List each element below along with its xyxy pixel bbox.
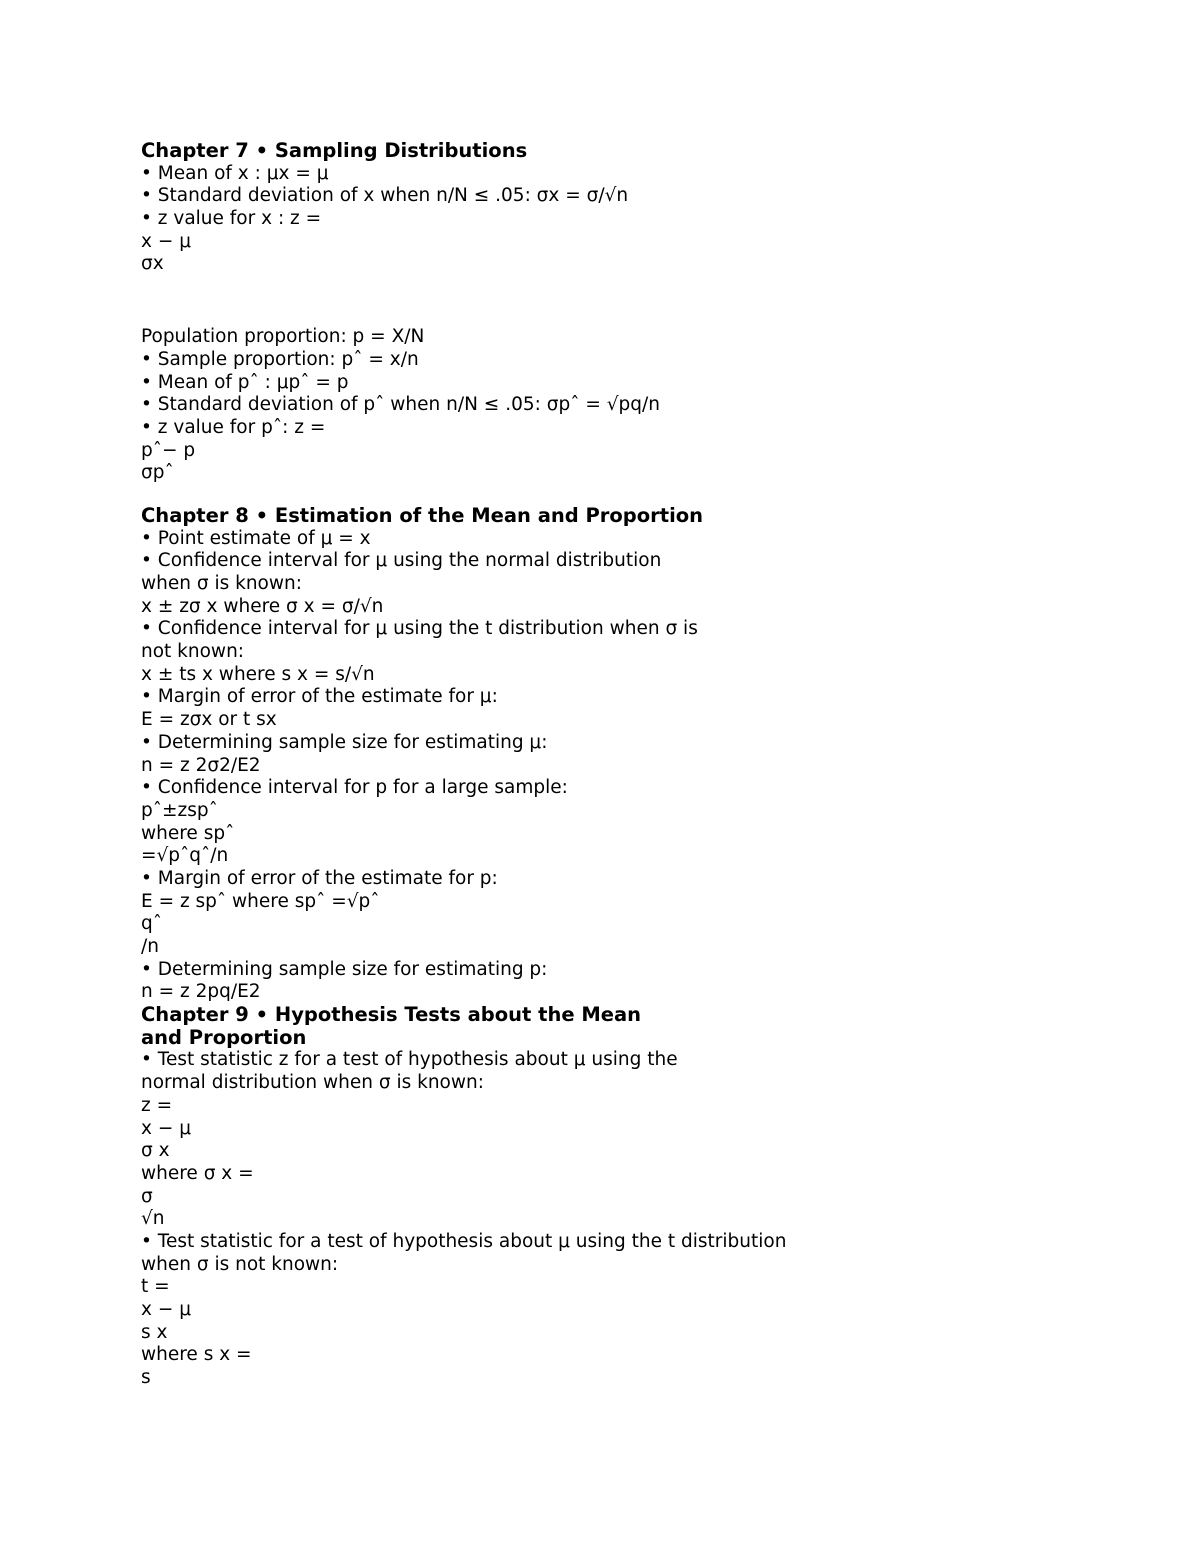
- text-line: pˆ− p: [141, 439, 196, 461]
- text-line: z =: [141, 1094, 173, 1116]
- section-2: [141, 326, 1041, 485]
- text-line: when σ is not known:: [141, 1253, 339, 1275]
- text-line: pˆ±zspˆ: [141, 799, 218, 821]
- text-line: • z value for x : z =: [141, 208, 322, 230]
- text-line: E = z spˆ where spˆ =√pˆ: [141, 890, 380, 912]
- text-line: t =: [141, 1276, 170, 1298]
- text-line: • Mean of pˆ : μpˆ = p: [141, 371, 349, 393]
- text-line: when σ is known:: [141, 573, 302, 594]
- text-line: x − μ: [141, 1299, 191, 1320]
- text-line: Population proportion: p = X/N: [141, 326, 425, 348]
- text-line: σx: [141, 253, 164, 275]
- chapter-heading: Chapter 9 • Hypothesis Tests about the Mean: [141, 1003, 642, 1027]
- text-line: • Standard deviation of pˆ when n/N ≤ .05: σpˆ = √pq/n: [141, 394, 660, 416]
- text-line: n = z 2σ2/E2: [141, 754, 261, 776]
- text-line: E = zσx or t sx: [141, 709, 277, 731]
- text-line: normal distribution when σ is known:: [141, 1072, 484, 1094]
- text-line: x − μ: [141, 1117, 191, 1139]
- text-line: • Point estimate of μ = x: [141, 527, 371, 549]
- text-line: • Test statistic z for a test of hypothesis about μ using the: [141, 1049, 678, 1071]
- text-line: • Standard deviation of x when n/N ≤ .05: σx = σ/√n: [141, 185, 629, 207]
- chapter-heading: Chapter 8 • Estimation of the Mean and Proportion: [141, 503, 704, 527]
- text-line: x ± ts x where s x = s/√n: [141, 663, 375, 685]
- text-line: not known:: [141, 641, 245, 663]
- chapter-heading: and Proportion: [141, 1025, 307, 1049]
- text-line: σ x: [141, 1140, 170, 1162]
- text-line: x − μ: [141, 230, 191, 252]
- section-spacer: [141, 485, 1041, 505]
- chapter-heading: Chapter 7 • Sampling Distributions: [141, 139, 528, 162]
- text-line: • Confidence interval for μ using the t distribution when σ is: [141, 618, 698, 640]
- text-line: /n: [141, 936, 159, 957]
- section-1: [141, 140, 1041, 276]
- text-line: • Test statistic for a test of hypothesis about μ using the t distribution: [141, 1230, 787, 1252]
- text-line: • Determining sample size for estimating p:: [141, 958, 548, 980]
- text-line: • z value for pˆ: z =: [141, 416, 326, 438]
- text-line: • Margin of error of the estimate for p:: [141, 867, 498, 889]
- text-line: • Confidence interval for p for a large sample:: [141, 777, 568, 799]
- document-body: [141, 140, 1041, 1390]
- text-line: • Margin of error of the estimate for μ:: [141, 686, 498, 708]
- text-line: x ± zσ x where σ x = σ/√n: [141, 595, 384, 617]
- text-line: • Sample proportion: pˆ = x/n: [141, 348, 419, 370]
- text-line: √n: [141, 1208, 165, 1230]
- text-line: σpˆ: [141, 462, 174, 484]
- text-line: • Mean of x : μx = μ: [141, 162, 329, 184]
- text-line: • Determining sample size for estimating μ:: [141, 731, 548, 753]
- text-line: where spˆ: [141, 822, 235, 844]
- text-line: s: [141, 1367, 151, 1389]
- text-line: where s x =: [141, 1344, 252, 1366]
- text-line: • Confidence interval for μ using the normal distribution: [141, 550, 662, 572]
- text-line: n = z 2pq/E2: [141, 981, 261, 1003]
- text-line: =√pˆqˆ/n: [141, 845, 229, 867]
- text-line: σ: [141, 1185, 153, 1207]
- section-spacer: [141, 276, 1041, 326]
- section-3: [141, 505, 1041, 1390]
- text-line: s x: [141, 1321, 168, 1343]
- text-line: qˆ: [141, 913, 162, 935]
- text-line: where σ x =: [141, 1162, 254, 1184]
